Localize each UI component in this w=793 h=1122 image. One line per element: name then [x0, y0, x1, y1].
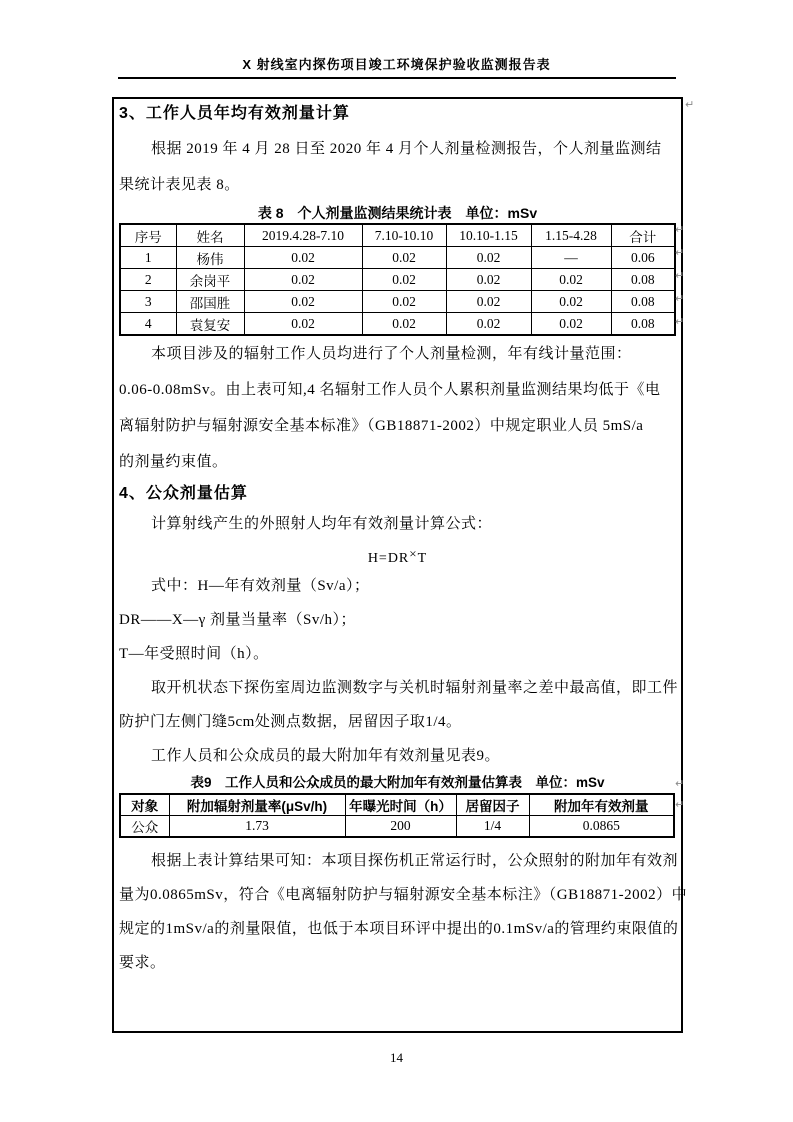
- table-cell: —: [531, 247, 611, 269]
- paragraph-line: 果统计表见表 8。: [119, 177, 240, 193]
- table-cell: 0.02: [446, 247, 531, 269]
- table-cell: 杨伟: [176, 247, 244, 269]
- dose-formula: [119, 544, 676, 569]
- paragraph-line: 离辐射防护与辐射源安全基本标准》（GB18871-2002）中规定职业人员 5mS/a: [119, 418, 644, 434]
- page-number: 14: [390, 1050, 403, 1065]
- table-cell: 0.02: [531, 313, 611, 336]
- table-row: [120, 816, 674, 838]
- table-cell: 余岗平: [176, 269, 244, 291]
- table-row: [120, 247, 675, 269]
- table-cell: 0.0865: [529, 816, 674, 838]
- paragraph-line: DR——X—γ 剂量当量率（Sv/h）；: [119, 612, 357, 628]
- column-header: 1.15-4.28: [531, 224, 611, 247]
- report-content-box: [112, 97, 688, 1033]
- table-row: [120, 291, 675, 313]
- table8-personal-dose: [119, 223, 676, 336]
- table-cell: 0.02: [446, 313, 531, 336]
- table-cell: 0.02: [244, 247, 362, 269]
- table9-public-dose: [119, 793, 675, 838]
- table-cell: 0.02: [244, 313, 362, 336]
- conclusion-paragraph: [119, 844, 688, 980]
- column-header: 10.10-1.15: [446, 224, 531, 247]
- table8-caption: 表 8 个人剂量监测结果统计表 单位：mSv: [257, 205, 538, 221]
- table9-intro-paragraph: [119, 739, 676, 773]
- table-cell: 0.08: [611, 291, 675, 313]
- column-header: 年曝光时间（h）: [345, 794, 456, 816]
- table-cell: 2: [120, 269, 176, 291]
- column-header: 附加年有效剂量: [529, 794, 674, 816]
- paragraph-mark-icon: ↵: [675, 269, 685, 282]
- column-header: 合计: [611, 224, 675, 247]
- paragraph-line: T—年受照时间（h）。: [119, 646, 269, 662]
- paragraph-mark-icon: ↵: [675, 798, 685, 811]
- paragraph-line: 量为0.0865mSv，符合《电离辐射防护与辐射源安全基本标注》（GB18871-2002）中: [119, 887, 688, 903]
- table-cell: 0.08: [611, 313, 675, 336]
- paragraph-line: 根据 2019 年 4 月 28 日至 2020 年 4 月个人剂量检测报告，个人剂量监测结: [151, 141, 662, 157]
- table-cell: 4: [120, 313, 176, 336]
- paragraph-line: 的剂量约束值。: [119, 454, 228, 470]
- table-cell: 0.06: [611, 247, 675, 269]
- paragraph-mark-icon: ↵: [675, 223, 685, 236]
- table-cell: 0.08: [611, 269, 675, 291]
- column-header: 附加辐射剂量率(μSv/h): [169, 794, 345, 816]
- table-row: [120, 269, 675, 291]
- table-cell: 1/4: [456, 816, 529, 838]
- table9-caption: 表9 工作人员和公众成员的最大附加年有效剂量估算表 单位：mSv: [190, 775, 605, 790]
- table-cell: 0.02: [531, 291, 611, 313]
- table-cell: 0.02: [362, 247, 446, 269]
- section3-result-paragraph: [119, 336, 676, 480]
- section4-heading: 4、公众剂量估算: [119, 485, 248, 502]
- paragraph-line: 根据上表计算结果可知：本项目探伤机正常运行时，公众照射的附加年有效剂: [151, 853, 679, 869]
- table-cell: 1.73: [169, 816, 345, 838]
- header-divider: [118, 77, 676, 79]
- paragraph-line: 取开机状态下探伤室周边监测数字与关机时辐射剂量率之差中最高值，即工件: [151, 680, 679, 696]
- table-cell: 0.02: [244, 269, 362, 291]
- formula-right: T: [417, 551, 428, 566]
- column-header: 序号: [120, 224, 176, 247]
- column-header: 7.10-10.10: [362, 224, 446, 247]
- formula-intro-line: 计算射线产生的外照射人均年有效剂量计算公式：: [151, 516, 493, 532]
- column-header: 居留因子: [456, 794, 529, 816]
- method-paragraph: [119, 671, 679, 739]
- paragraph-line: 式中：H—年有效剂量（Sv/a）；: [151, 578, 370, 594]
- multiply-operator: ×: [409, 546, 418, 561]
- paragraph-mark-icon: ↵: [675, 315, 685, 328]
- paragraph-line: 要求。: [119, 955, 166, 971]
- formula-left: H=DR: [367, 551, 410, 566]
- paragraph-line: 本项目涉及的辐射工作人员均进行了个人剂量检测，年有线计量范围：: [151, 346, 632, 362]
- paragraph-line: 工作人员和公众成员的最大附加年有效剂量见表9。: [151, 748, 501, 764]
- table-cell: 0.02: [362, 291, 446, 313]
- paragraph-mark-icon: ↵: [675, 777, 685, 790]
- paragraph-mark-icon: ↵: [685, 98, 695, 111]
- column-header: 姓名: [176, 224, 244, 247]
- table-cell: 0.02: [531, 269, 611, 291]
- section3-intro-paragraph: [119, 131, 676, 203]
- table-row: [120, 313, 675, 336]
- table-cell: 袁复安: [176, 313, 244, 336]
- paragraph-mark-icon: ↵: [675, 292, 685, 305]
- table-cell: 邵国胜: [176, 291, 244, 313]
- paragraph-line: 规定的1mSv/a的剂量限值，也低于本项目环评中提出的0.1mSv/a的管理约束限值的: [119, 921, 679, 937]
- page-header-title: X 射线室内探伤项目竣工环境保护验收监测报告表: [242, 57, 551, 72]
- table-cell: 0.02: [446, 269, 531, 291]
- section3-heading: 3、工作人员年均有效剂量计算: [119, 105, 350, 122]
- table-cell: 公众: [120, 816, 169, 838]
- paragraph-line: 防护门左侧门缝5cm处测点数据，居留因子取1/4。: [119, 714, 462, 730]
- paragraph-mark-icon: ↵: [675, 246, 685, 259]
- table-cell: 200: [345, 816, 456, 838]
- formula-definitions: [119, 569, 676, 671]
- column-header: 2019.4.28-7.10: [244, 224, 362, 247]
- paragraph-line: 0.06-0.08mSv。由上表可知,4 名辐射工作人员个人累积剂量监测结果均低于《电: [119, 382, 661, 398]
- table8-header-row: [120, 224, 675, 247]
- table-cell: 0.02: [446, 291, 531, 313]
- table-cell: 3: [120, 291, 176, 313]
- table9-header-row: [120, 794, 674, 816]
- column-header: 对象: [120, 794, 169, 816]
- table-cell: 0.02: [362, 313, 446, 336]
- table-cell: 1: [120, 247, 176, 269]
- table-cell: 0.02: [244, 291, 362, 313]
- table-cell: 0.02: [362, 269, 446, 291]
